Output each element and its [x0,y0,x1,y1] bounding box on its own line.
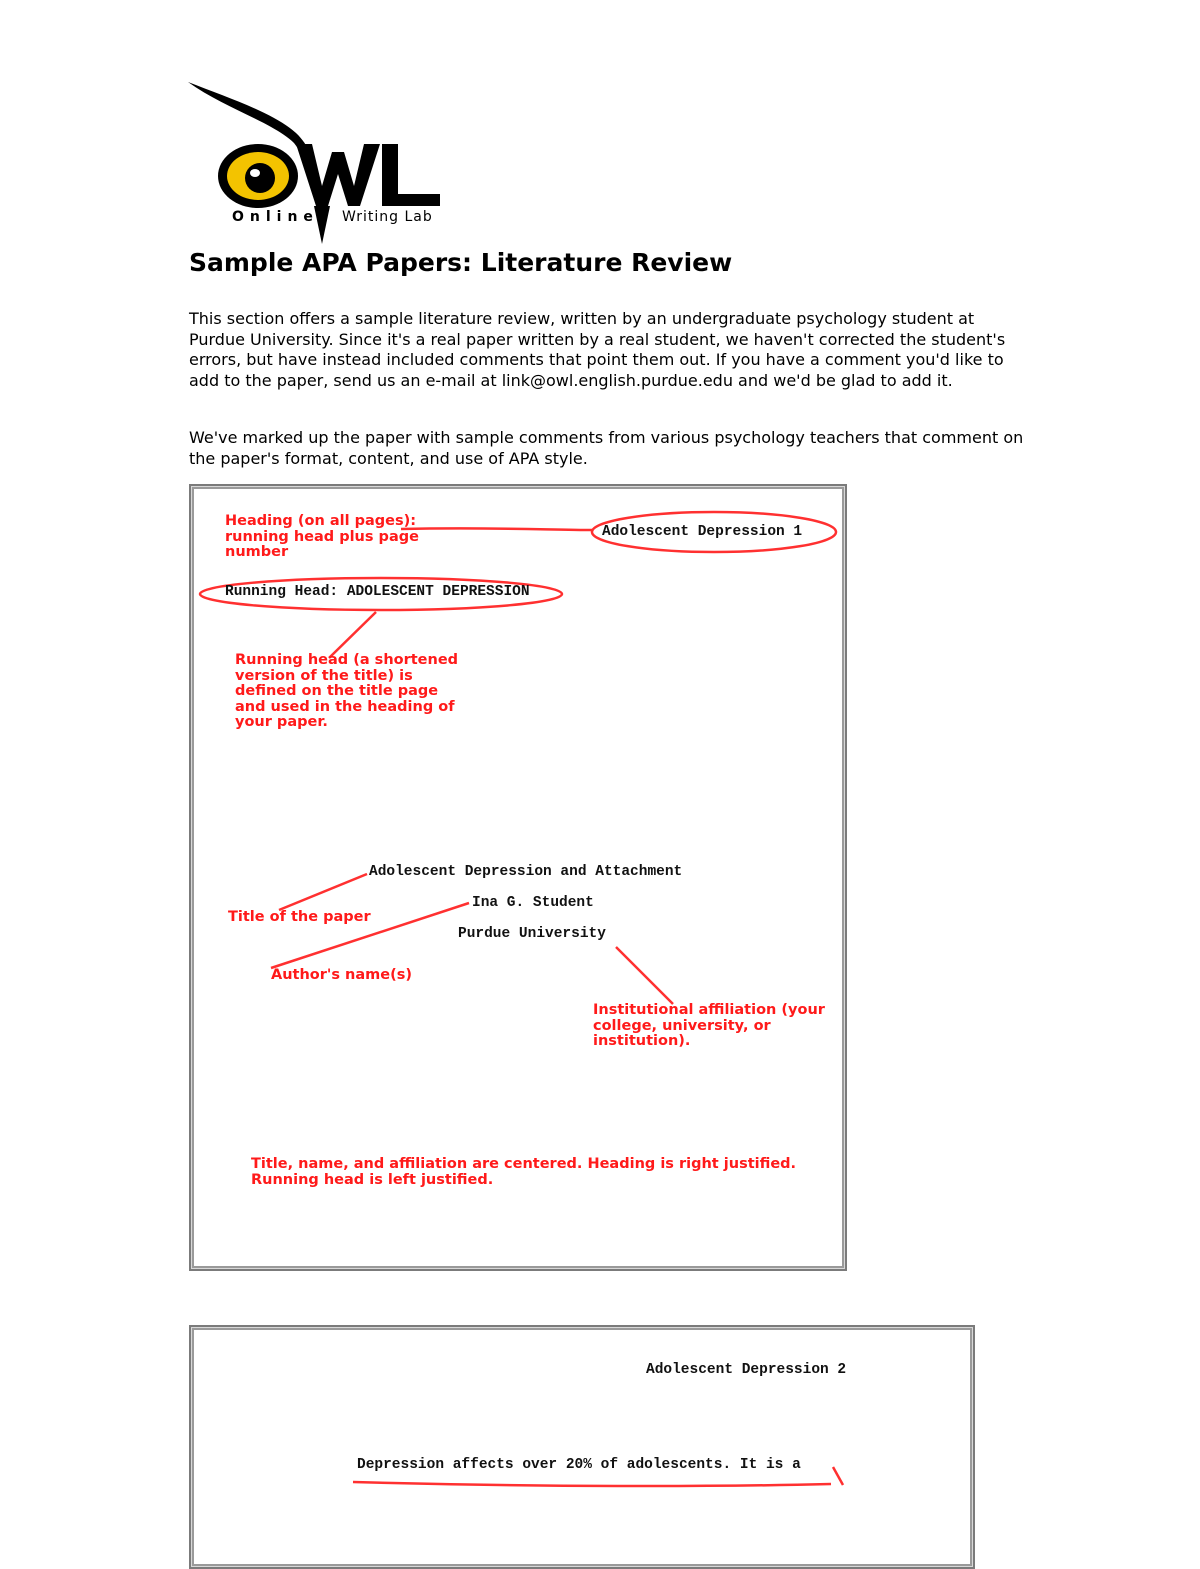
note-alignment [251,1157,796,1188]
note-line: Title, name, and affiliation are centered. Heading is right justified. [251,1156,797,1172]
note-line: Heading (on all pages): [225,513,417,529]
note-author: Author's name(s) [271,967,412,983]
note-line: Institutional affiliation (your [593,1002,825,1018]
page-title: Sample APA Papers: Literature Review [189,248,733,277]
note-line: and used in the heading of [235,698,455,715]
sample-title-page-image [189,484,847,1271]
note-line: institution). [593,1033,691,1049]
sample-affiliation: Purdue University [458,926,606,942]
logo-online-text: Online [232,209,319,225]
sample-paper-title: Adolescent Depression and Attachment [369,864,683,880]
intro-paragraph-2: We've marked up the paper with sample comments from various psychology teachers that comment on the paper's format, content, and use of APA style. [189,428,1024,468]
note-heading [225,514,419,561]
note-line: number [225,544,289,560]
annotation-marks-2 [191,1327,973,1567]
note-title: Title of the paper [228,909,371,925]
sample-running-head: Running Head: ADOLESCENT DEPRESSION [225,584,530,600]
logo-writing-lab-text: Writing Lab [342,209,433,225]
sample-header-text: Adolescent Depression 1 [602,524,803,540]
note-line: defined on the title page [235,683,439,699]
sample2-first-line: Depression affects over 20% of adolescents. It is a [357,1457,801,1473]
sample2-header-text: Adolescent Depression 2 [646,1362,847,1378]
note-line: running head plus page [225,528,419,545]
note-line: version of the title) is [235,667,413,684]
sample-page-2-image [189,1325,975,1569]
note-line: college, university, or [593,1017,771,1034]
note-affiliation [593,1003,825,1050]
owl-logo [184,78,446,248]
note-running-head [235,653,458,731]
note-line: your paper. [235,714,328,730]
note-line: Running head is left justified. [251,1171,494,1188]
note-line: Running head (a shortened [235,652,459,668]
intro-paragraph: This section offers a sample literature review, written by an undergraduate psychology student at Purdue University. Since it's a real paper written by a real student, we haven't corrected the student's errors, but have instead included comments that point them out. If you have a comment you'd like to add to the paper, send us an e-mail at link@owl.english.purdue.edu and we'd be glad to add it. [189,309,1006,390]
sample-author: Ina G. Student [472,895,594,911]
